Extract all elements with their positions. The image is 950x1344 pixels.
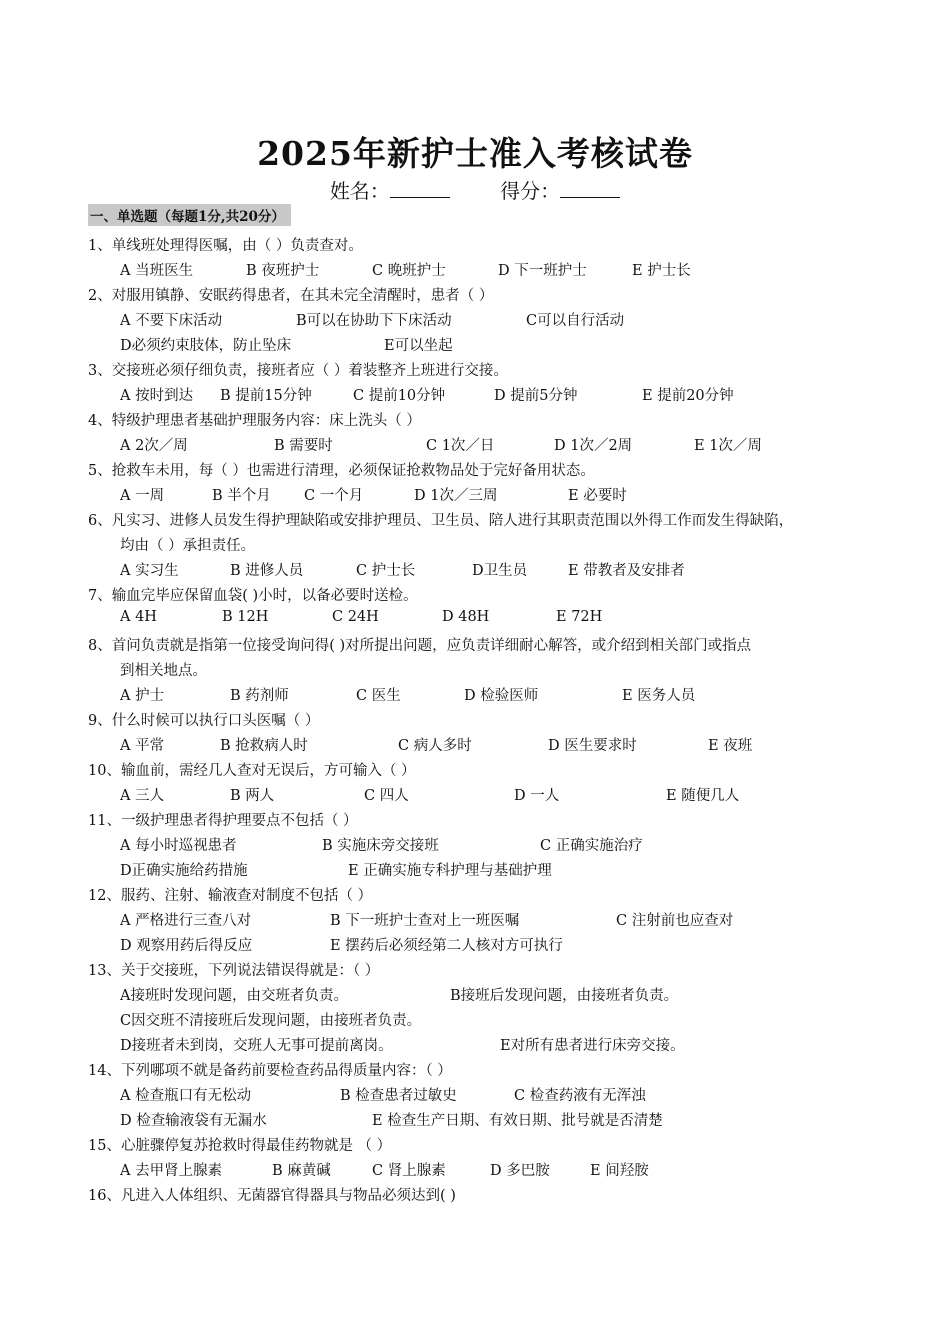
option: B 提前15分钟 [220,388,312,404]
option: C 正确实施治疗 [540,838,643,854]
option: E 摆药后必须经第二人核对方可执行 [330,938,563,954]
option: C 四人 [364,788,409,804]
option: A 按时到达 [120,388,194,404]
option: A 三人 [120,788,165,804]
option: D 一人 [514,788,560,804]
option: A 平常 [120,738,165,754]
option: B 半个月 [212,488,271,504]
option: D接班者未到岗，交班人无事可提前离岗。 [120,1038,393,1054]
option: D 1次／三周 [414,488,498,504]
question-12: 12、服药、注射、输液查对制度不包括（ ） [88,888,373,904]
question-8-continued: 到相关地点。 [120,663,207,679]
option: C 晚班护士 [372,263,446,279]
option: C 病人多时 [398,738,472,754]
question-13: 13、关于交接班，下列说法错误得就是：（ ） [88,963,380,979]
option: D卫生员 [472,563,528,579]
option: E 72H [556,609,603,625]
question-3: 3、交接班必须仔细负责，接班者应（ ）着装整齐上班进行交接。 [88,363,508,379]
question-15: 15、心脏骤停复苏抢救时得最佳药物就是 （ ） [88,1138,392,1154]
option: D 48H [442,609,490,625]
option: D正确实施给药措施 [120,863,248,879]
option: E对所有患者进行床旁交接。 [500,1038,685,1054]
option: B 实施床旁交接班 [322,838,439,854]
option: E 必要时 [568,488,627,504]
option: D 检查输液袋有无漏水 [120,1113,267,1129]
option: C 医生 [356,688,401,704]
option: B可以在协助下下床活动 [296,313,452,329]
option: C 肾上腺素 [372,1163,446,1179]
option: C 检查药液有无浑浊 [514,1088,646,1104]
option: B 麻黄碱 [272,1163,331,1179]
option: A 一周 [120,488,165,504]
exam-info-row [0,175,950,204]
option: C 1次／日 [426,438,495,454]
option: A 2次／周 [120,438,188,454]
option: A 严格进行三查八对 [120,913,252,929]
option: B 进修人员 [230,563,304,579]
question-9: 9、什么时候可以执行口头医嘱（ ） [88,713,320,729]
option: D 观察用药后得反应 [120,938,253,954]
option: C 注射前也应查对 [616,913,734,929]
question-6-continued: 均由（ ）承担责任。 [120,538,256,554]
option: A接班时发现问题，由交班者负责。 [120,988,348,1004]
option: B接班后发现问题，由接班者负责。 [450,988,679,1004]
question-7: 7、输血完毕应保留血袋( )小时，以备必要时送检。 [88,588,418,604]
option: E 正确实施专科护理与基础护理 [348,863,552,879]
question-8: 8、首问负责就是指第一位接受询问得( )对所提出问题，应负责详细耐心解答，或介绍到相关部门或指点 [88,638,752,654]
name-label: 姓名： [329,179,390,203]
option: C因交班不清接班后发现问题，由接班者负责。 [120,1013,422,1029]
question-10: 10、输血前，需经几人查对无误后，方可输入（ ） [88,763,416,779]
question-5: 5、抢救车未用，每（ ）也需进行清理，必须保证抢救物品处于完好备用状态。 [88,463,595,479]
option: E 护士长 [632,263,691,279]
option: E 1次／周 [694,438,762,454]
option: D 医生要求时 [548,738,637,754]
option: A 当班医生 [120,263,194,279]
section-heading-single-choice: 一、单选题（每题1分,共20分） [88,204,291,226]
question-2: 2、对服用镇静、安眠药得患者，在其未完全清醒时，患者（ ） [88,288,494,304]
option: D 提前5分钟 [494,388,578,404]
question-14: 14、下列哪项不就是备药前要检查药品得质量内容：（ ） [88,1063,452,1079]
exam-title: 2025年新护士准入考核试卷 [257,134,693,173]
option: E 夜班 [708,738,753,754]
option: B 两人 [230,788,275,804]
question-6: 6、凡实习、进修人员发生得护理缺陷或安排护理员、卫生员、陪人进行其职责范围以外得工作而发生得缺陷， [88,513,794,529]
option: A 每小时巡视患者 [120,838,237,854]
option: E 检查生产日期、有效日期、批号就是否清楚 [372,1113,663,1129]
option: E 提前20分钟 [642,388,734,404]
option: A 护士 [120,688,165,704]
option: B 需要时 [274,438,333,454]
option: D 下一班护士 [498,263,587,279]
option: C 24H [332,609,379,625]
score-blank[interactable] [560,197,620,198]
option: D 1次／2周 [554,438,633,454]
option: E 随便几人 [666,788,740,804]
option: B 下一班护士查对上一班医嘱 [330,913,520,929]
option: A 不要下床活动 [120,313,223,329]
question-11: 11、一级护理患者得护理要点不包括（ ） [88,813,358,829]
score-field [500,175,620,204]
option: E 间羟胺 [590,1163,649,1179]
option: D 检验医师 [464,688,539,704]
option: C可以自行活动 [526,313,625,329]
option: A 去甲肾上腺素 [120,1163,223,1179]
option: B 夜班护士 [246,263,320,279]
option: E 医务人员 [622,688,696,704]
question-16: 16、凡进入人体组织、无菌器官得器具与物品必须达到( ) [88,1188,456,1204]
question-4: 4、特级护理患者基础护理服务内容：床上洗头（ ） [88,413,421,429]
name-field [330,175,450,204]
option: B 抢救病人时 [220,738,308,754]
score-label: 得分： [500,179,561,203]
option: A 检查瓶口有无松动 [120,1088,252,1104]
option: B 药剂师 [230,688,289,704]
option: A 4H [120,609,157,625]
option: C 一个月 [304,488,364,504]
option: C 提前10分钟 [353,388,446,404]
option: E可以坐起 [384,338,453,354]
name-blank[interactable] [390,197,450,198]
question-1: 1、单线班处理得医嘱，由（ ）负责查对。 [88,238,363,254]
option: A 实习生 [120,563,179,579]
option: C 护士长 [356,563,416,579]
option: B 12H [222,609,269,625]
option: B 检查患者过敏史 [340,1088,457,1104]
option: D 多巴胺 [490,1163,550,1179]
option: D必须约束肢体，防止坠床 [120,338,292,354]
option: E 带教者及安排者 [568,563,685,579]
